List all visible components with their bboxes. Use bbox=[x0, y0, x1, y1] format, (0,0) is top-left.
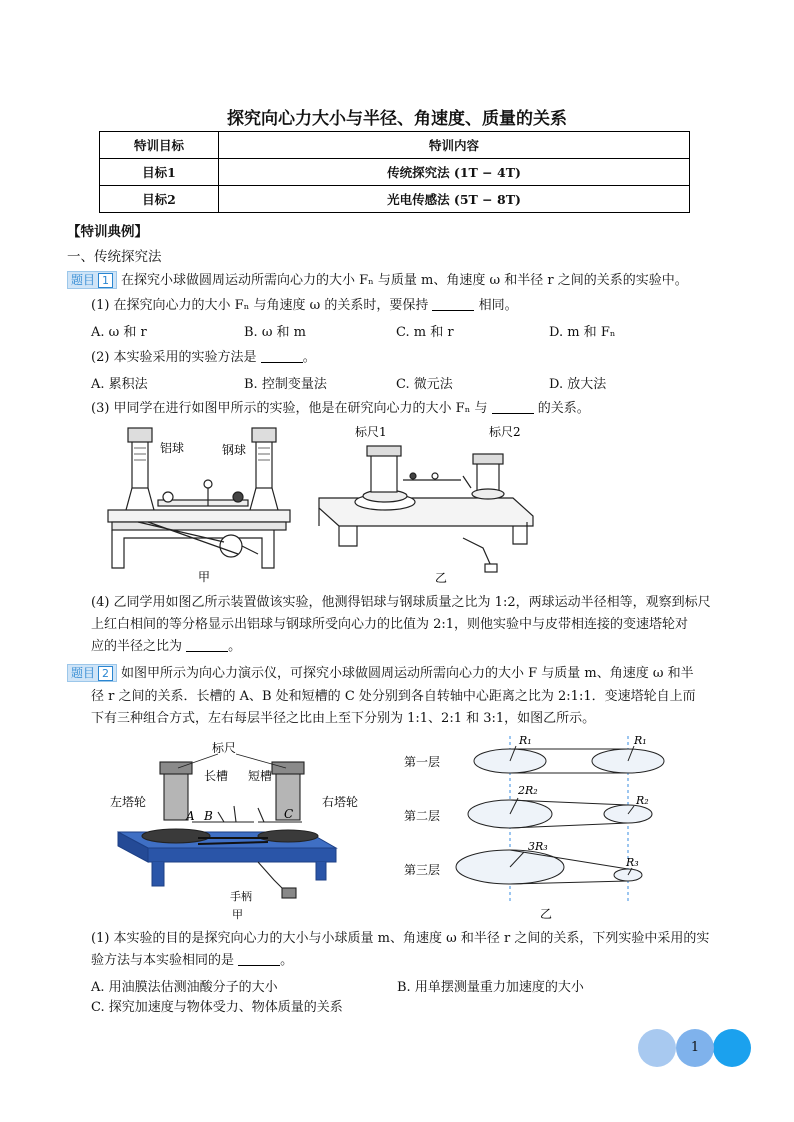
label-scale-1: 标尺1 bbox=[355, 425, 387, 439]
label-radius: R₃ bbox=[626, 856, 639, 869]
q1-p2-option-d[interactable]: D. 放大法 bbox=[549, 377, 607, 392]
question-tag: 题目 2 bbox=[67, 664, 117, 682]
question-number: 1 bbox=[98, 273, 113, 288]
q2-part1-line2 bbox=[91, 948, 293, 973]
q1-part1-text: (1) 在探究向心力的大小 Fₙ 与角速度 ω 的关系时，要保持 bbox=[91, 298, 429, 313]
q1-p2-option-b[interactable]: B. 控制变量法 bbox=[244, 377, 327, 392]
label-radius: R₁ bbox=[634, 734, 647, 747]
q1-part2 bbox=[91, 345, 316, 370]
q2-figure-a bbox=[108, 740, 378, 922]
q1-p1-option-d[interactable]: D. m 和 Fₙ bbox=[549, 325, 616, 340]
q2-p1-option-a[interactable]: A. 用油膜法估测油酸分子的大小 bbox=[91, 980, 278, 995]
q2-part1-text: 验方法与本实验相同的是 bbox=[91, 953, 235, 968]
label-aluminum-ball: 铝球 bbox=[160, 441, 185, 455]
table-header-row bbox=[100, 132, 690, 159]
q2-part1-line1: (1) 本实验的目的是探究向心力的大小与小球质量 m、角速度 ω 和半径 r 之间的关系，下列实验中采用的实 bbox=[91, 931, 710, 946]
table-cell: 光电传感法 (5T − 8T) bbox=[219, 186, 690, 213]
q1-p1-option-a[interactable]: A. ω 和 r bbox=[91, 325, 147, 340]
q1-p1-option-c[interactable]: C. m 和 r bbox=[396, 325, 454, 340]
q1-p1-option-b[interactable]: B. ω 和 m bbox=[244, 325, 307, 340]
label-a: A bbox=[186, 809, 195, 823]
label-scale-2: 标尺2 bbox=[489, 425, 521, 439]
label-short-slot: 短槽 bbox=[248, 769, 273, 783]
subsection-heading: 一、传统探究法 bbox=[67, 249, 162, 265]
q2-part1-end: 。 bbox=[280, 953, 294, 968]
label-b: B bbox=[204, 809, 213, 823]
answer-blank[interactable] bbox=[238, 951, 280, 966]
label-long-slot: 长槽 bbox=[204, 769, 229, 783]
label-layer-1: 第一层 bbox=[404, 755, 441, 769]
page-badge-circle bbox=[638, 1029, 676, 1067]
label-layer-3: 第三层 bbox=[404, 863, 441, 877]
figure-caption: 乙 bbox=[435, 571, 448, 585]
label-radius: R₂ bbox=[636, 794, 649, 807]
label-radius: 3R₃ bbox=[528, 840, 548, 853]
table-row bbox=[100, 186, 690, 213]
q2-figure-b bbox=[400, 728, 670, 922]
q1-stem-line bbox=[67, 268, 688, 293]
page-badge-circle bbox=[713, 1029, 751, 1067]
label-right-pulley: 右塔轮 bbox=[322, 795, 359, 809]
q1-part1-end: 相同。 bbox=[478, 298, 518, 313]
q1-figure-b bbox=[313, 418, 543, 588]
q1-part2-text: (2) 本实验采用的实验方法是 bbox=[91, 350, 257, 365]
q1-part4-end: 。 bbox=[228, 639, 242, 654]
label-steel-ball: 钢球 bbox=[222, 443, 247, 457]
answer-blank[interactable] bbox=[186, 637, 228, 652]
q2-stem-line2: 径 r 之间的关系．长槽的 A、B 处和短槽的 C 处分别到各自转轴中心距离之比为 2:1:1．变速塔轮自上而 bbox=[91, 689, 696, 704]
q1-stem: 在探究小球做圆周运动所需向心力的大小 Fₙ 与质量 m、角速度 ω 和半径 r 之间的关系的实验中。 bbox=[121, 273, 688, 288]
q2-stem-line3: 下有三种组合方式，左右每层半径之比由上至下分别为 1:1、2:1 和 3:1，如图乙所示。 bbox=[91, 711, 596, 726]
question-number: 2 bbox=[98, 666, 113, 681]
question-tag: 题目 1 bbox=[67, 271, 117, 289]
label-left-pulley: 左塔轮 bbox=[110, 795, 147, 809]
table-cell: 目标2 bbox=[100, 186, 219, 213]
label-radius: 2R₂ bbox=[518, 784, 538, 797]
label-radius: R₁ bbox=[519, 734, 532, 747]
page-number: 1 bbox=[676, 1029, 714, 1067]
figure-caption: 甲 bbox=[198, 570, 211, 584]
q1-part4-line1: (4) 乙同学用如图乙所示装置做该实验，他测得铝球与钢球质量之比为 1:2，两球运动半径相等，观察到标尺 bbox=[91, 595, 711, 610]
answer-blank[interactable] bbox=[261, 348, 303, 363]
q2-p1-option-c[interactable]: C. 探究加速度与物体受力、物体质量的关系 bbox=[91, 1000, 343, 1015]
q1-part4-text: 应的半径之比为 bbox=[91, 639, 183, 654]
label-c: C bbox=[284, 807, 294, 821]
q1-part1 bbox=[91, 293, 518, 318]
q1-figure-a bbox=[98, 418, 298, 588]
goals-table bbox=[99, 131, 690, 213]
q1-part3-text: (3) 甲同学在进行如图甲所示的实验，他是在研究向心力的大小 Fₙ 与 bbox=[91, 401, 488, 416]
q1-part4-line2: 上红白相间的等分格显示出铝球与钢球所受向心力的比值为 2:1，则他实验中与皮带相连接的变速塔轮对 bbox=[91, 617, 689, 632]
section-heading: 【特训典例】 bbox=[67, 224, 148, 240]
figure-caption: 甲 bbox=[232, 908, 243, 921]
figure-caption: 乙 bbox=[540, 907, 553, 921]
label-handle: 手柄 bbox=[230, 890, 252, 903]
q2-stem-line1 bbox=[67, 661, 694, 686]
table-row bbox=[100, 159, 690, 186]
table-header-cell: 特训内容 bbox=[219, 132, 690, 159]
q1-part3-end: 的关系。 bbox=[537, 401, 590, 416]
answer-blank[interactable] bbox=[432, 296, 474, 311]
q2-stem-text: 如图甲所示为向心力演示仪，可探究小球做圆周运动所需向心力的大小 F 与质量 m、角速度 ω 和半 bbox=[121, 666, 694, 681]
label-scale: 标尺 bbox=[212, 741, 237, 755]
q2-p1-option-b[interactable]: B. 用单摆测量重力加速度的大小 bbox=[397, 980, 584, 995]
label-layer-2: 第二层 bbox=[404, 809, 441, 823]
table-cell: 传统探究法 (1T − 4T) bbox=[219, 159, 690, 186]
q1-p2-option-c[interactable]: C. 微元法 bbox=[396, 377, 453, 392]
q1-part4-line3 bbox=[91, 634, 241, 659]
page-title: 探究向心力大小与半径、角速度、质量的关系 bbox=[227, 109, 567, 129]
q1-p2-option-a[interactable]: A. 累积法 bbox=[91, 377, 148, 392]
q1-part2-end: 。 bbox=[302, 350, 316, 365]
table-header-cell: 特训目标 bbox=[100, 132, 219, 159]
table-cell: 目标1 bbox=[100, 159, 219, 186]
answer-blank[interactable] bbox=[492, 399, 534, 414]
